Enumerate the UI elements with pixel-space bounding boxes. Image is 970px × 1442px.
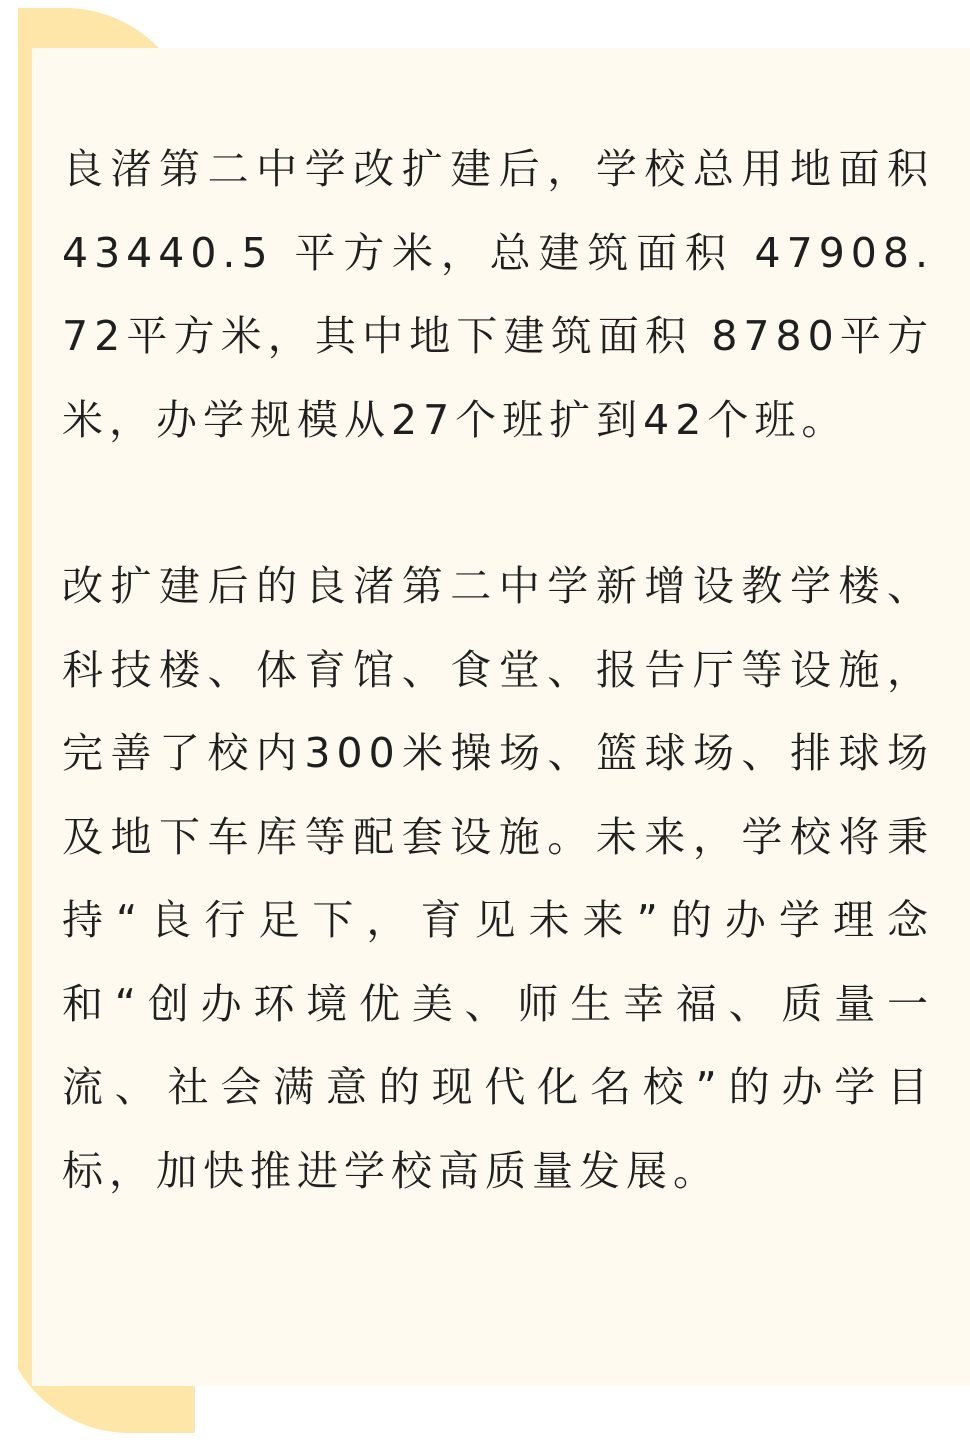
paragraph-construction-stats: 良渚第二中学改扩建后，学校总用地面积 43440.5 平方米，总建筑面积 47908.72平方米，其中地下建筑面积 8780平方米，办学规模从27个班扩到42个班。 [62,145,934,444]
paragraph-facilities-and-vision: 改扩建后的良渚第二中学新增设教学楼、科技楼、体育馆、食堂、报告厅等设施，完善了校内300米操场、篮球场、排球场及地下车库等配套设施。未来，学校将秉持“良行足下，育见未来”的办学理念和“创办环境优美、师生幸福、质量一流、社会满意的现代化名校”的办学目标，加快推进学校高质量发展。 [62,562,934,1195]
article-card [32,48,970,1386]
